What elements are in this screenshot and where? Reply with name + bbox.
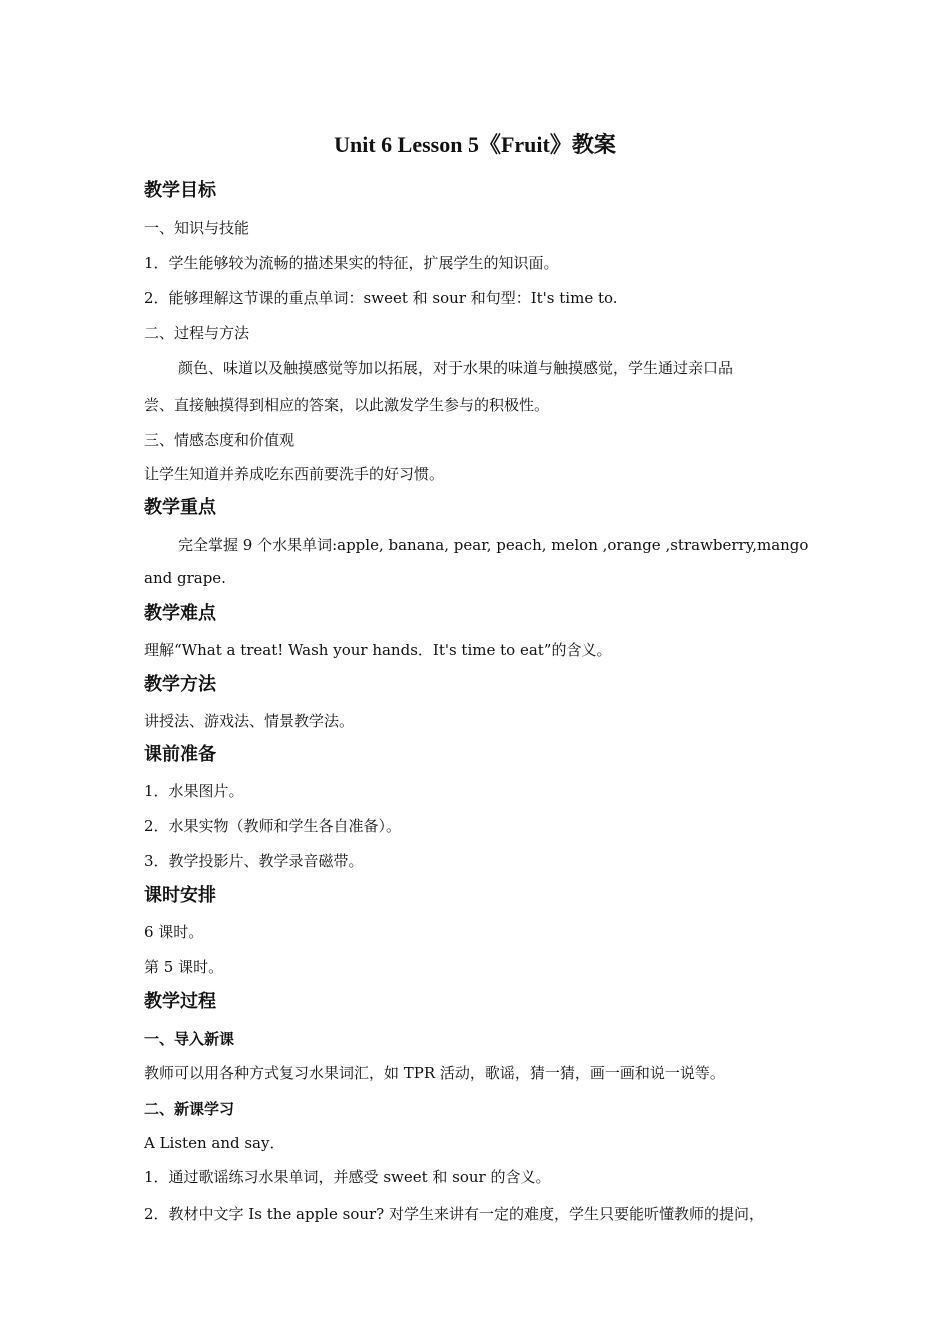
section-heading-difficulties: 教学难点	[144, 603, 216, 624]
preparation-item3: 3．教学投影片、教学录音磁带。	[144, 852, 364, 870]
objectives-part2-text-line2: 尝、直接触摸得到相应的答案，以此激发学生参与的积极性。	[144, 396, 550, 414]
document-title: Unit 6 Lesson 5《Fruit》教案	[334, 132, 616, 157]
section-heading-methods: 教学方法	[144, 674, 216, 695]
objectives-part2-heading: 二、过程与方法	[144, 324, 250, 342]
process-sub2-heading: 二、新课学习	[144, 1100, 235, 1118]
key-points-text-line1: 完全掌握 9 个水果单词:apple, banana, pear, peach, melon ,orange ,strawberry,mango	[178, 536, 809, 554]
objectives-part3-heading: 三、情感态度和价值观	[144, 431, 295, 449]
section-heading-process: 教学过程	[144, 991, 216, 1012]
preparation-item1: 1．水果图片。	[144, 782, 244, 800]
objectives-part1-heading: 一、知识与技能	[144, 219, 250, 237]
process-sub2-item1: 1．通过歌谣练习水果单词，并感受 sweet 和 sour 的含义。	[144, 1168, 551, 1186]
objectives-part1-item2: 2．能够理解这节课的重点单词：sweet 和 sour 和句型：It's time to.	[144, 289, 618, 307]
key-points-text-line2: and grape.	[144, 569, 226, 587]
section-heading-preparation: 课前准备	[144, 744, 216, 765]
objectives-part3-text: 让学生知道并养成吃东西前要洗手的好习惯。	[144, 465, 445, 483]
process-sub1-text: 教师可以用各种方式复习水果词汇，如 TPR 活动，歌谣，猜一猜，画一画和说一说等。	[144, 1064, 725, 1082]
difficulties-text: 理解“What a treat! Wash your hands．It's time to eat”的含义。	[144, 641, 612, 659]
schedule-line1: 6 课时。	[144, 923, 204, 941]
section-heading-schedule: 课时安排	[144, 885, 216, 906]
process-sub2-item2: 2．教材中文字 Is the apple sour? 对学生来讲有一定的难度，学生只要能听懂教师的提问，	[144, 1205, 764, 1223]
objectives-part1-item1: 1．学生能够较为流畅的描述果实的特征，扩展学生的知识面。	[144, 254, 559, 272]
methods-text: 讲授法、游戏法、情景教学法。	[144, 712, 355, 730]
process-sub2-a: A Listen and say．	[144, 1134, 285, 1152]
preparation-item2: 2．水果实物（教师和学生各自准备）。	[144, 817, 402, 835]
objectives-part2-text-line1: 颜色、味道以及触摸感觉等加以拓展，对于水果的味道与触摸感觉，学生通过亲口品	[178, 359, 734, 377]
section-heading-objectives: 教学目标	[144, 180, 216, 201]
section-heading-key-points: 教学重点	[144, 497, 216, 518]
schedule-line2: 第 5 课时。	[144, 958, 224, 976]
process-sub1-heading: 一、导入新课	[144, 1030, 235, 1048]
